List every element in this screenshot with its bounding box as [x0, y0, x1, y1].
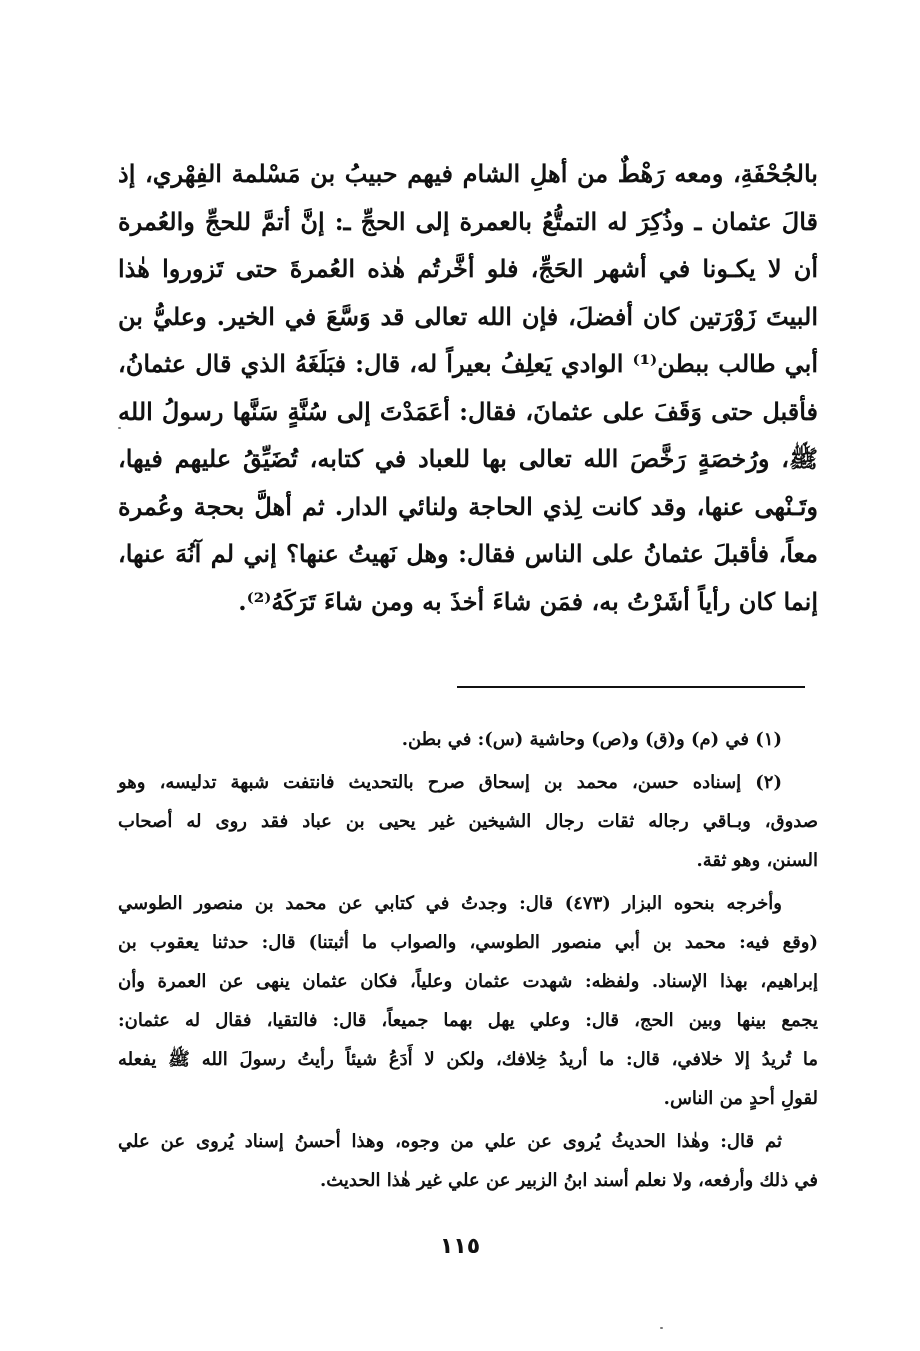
ink-speck	[118, 427, 121, 429]
footnote-line: وأخرجه بنحوه البزار (٤٧٣) قال: وجدتُ في كتابي عن محمد بن منصور الطوسي	[118, 893, 783, 914]
body-line: البيتَ زَوْرَتين كان أفضلَ، فإن الله تعالى قد وَسَّعَ في الخير. وعليُّ بن	[118, 301, 818, 331]
footnote-paragraph-bazzar	[118, 884, 818, 1118]
body-line: أن لا يكـونا في أشهر الحَجِّ، فلو أخَّرتُم هٰذه العُمرةَ حتى تَزوروا هٰذا	[118, 254, 818, 283]
footnote-line: (٢) إسناده حسن، محمد بن إسحاق صرح بالتحديث فانتفت شبهة تدليسه، وهو	[118, 772, 782, 793]
footnote-line: يجمع بينها وبين الحج، قال: وعلي يهل بهما جميعاً، قال: فالتقيا، فقال له عثمان:	[118, 1010, 818, 1031]
ink-speck	[660, 1327, 663, 1329]
body-line: بالجُحْفَةِ، ومعه رَهْطٌ من أهلِ الشام فيهم حبيبُ بن مَسْلمة الفِهْري، إذ	[118, 159, 818, 188]
body-line: إنما كان رأياً أشَرْتُ به، فمَن شاءَ أخذَ به ومن شاءَ تَرَكَهُ⁽²⁾.	[238, 586, 818, 616]
footnotes-section	[118, 720, 818, 1200]
footnote-line: (وقع فيه: محمد بن أبي منصور الطوسي، والصواب ما أثبتنا) قال: حدثنا يعقوب بن	[118, 932, 818, 953]
footnote-paragraph-conclusion	[118, 1122, 818, 1200]
footnote-line: لقولِ أحدٍ من الناس.	[663, 1088, 818, 1109]
footnote-line: في ذلك وأرفعه، ولا نعلم أسند ابنُ الزبير عن علي غير هٰذا الحديث.	[319, 1170, 818, 1191]
footnote-line: (١) في (م) و(ق) و(ص) وحاشية (س): في بطن.	[401, 729, 782, 750]
footnote-line: ثم قال: وهٰذا الحديثُ يُروى عن علي من وجوه، وهذا أحسنُ إسناد يُروى عن علي	[118, 1131, 782, 1152]
body-line: قالَ عثمان ـ وذُكِرَ له التمتُّعُ بالعمرة إلى الحجِّ ـ: إنَّ أتمَّ للحجِّ والعُمرة	[118, 206, 818, 236]
footnote-line: صدوق، وبـاقي رجاله ثقات رجال الشيخين غير يحيى بن عباد فقد روى له أصحاب	[118, 811, 818, 832]
footnote-line: ما تُريدُ إلا خلافي، قال: ما أريدُ خِلافك، ولكن لا أَدَعُ شيئاً رأيتُ رسولَ الله ﷺ يفعله	[118, 1049, 818, 1070]
body-line: وتَـنْهى عنها، وقد كانت لِذي الحاجة ولنائي الدار. ثم أهلَّ بحجة وعُمرة	[118, 491, 818, 521]
footnote-1	[118, 720, 818, 759]
page-number: ١١٥	[439, 1234, 481, 1259]
body-line: معاً، فأقبلَ عثمانُ على الناس فقال: وهل نَهيتُ عنها؟ إني لم آنُهَ عنها،	[118, 539, 818, 568]
body-line: ﷺ، ورُخصَةٍ رَخَّصَ الله تعالى بها للعباد في كتابه، تُضَيِّقُ عليهم فيها،	[118, 444, 818, 473]
footnote-2	[118, 763, 818, 880]
footnote-line: إبراهيم، بهذا الإسناد. ولفظه: شهدت عثمان وعلياً، فكان عثمان ينهى عن العمرة وأن	[118, 971, 818, 992]
footnote-line: السنن، وهو ثقة.	[696, 850, 818, 871]
body-line: فأقبل حتى وَقَفَ على عثمانَ، فقال: أعَمَدْتَ إلى سُنَّةٍ سَنَّها رسولُ الله	[118, 396, 818, 426]
main-body-text	[118, 150, 818, 625]
body-line: أبي طالب ببطن⁽¹⁾ الوادي يَعلِفُ بعيراً له، قال: فبَلَغَهُ الذي قال عثمانُ،	[118, 349, 818, 378]
footnote-divider	[457, 686, 805, 688]
